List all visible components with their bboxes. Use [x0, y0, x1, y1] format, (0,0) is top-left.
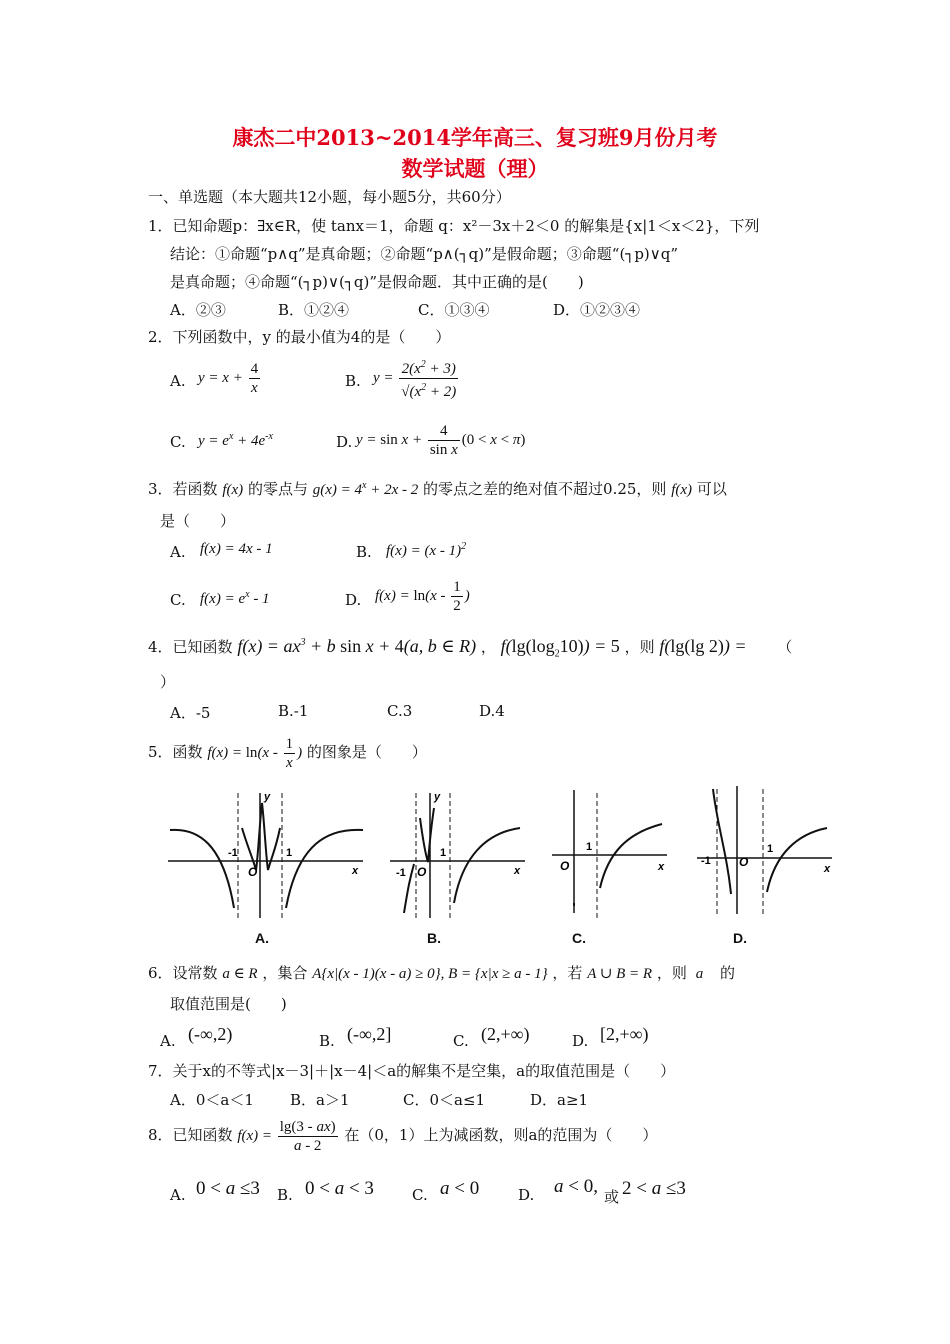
q7-option-a: A．0＜a＜1 — [170, 1091, 254, 1109]
q3-option-d-label: D. — [345, 591, 362, 609]
q4-condition: $f(\lg(\log_210)) = 5$ — [500, 636, 620, 660]
svg-text:y: y — [264, 791, 271, 803]
q3-stem-mid1: 的零点与 — [247, 480, 308, 498]
q2-stem: 2．下列函数中，y 的最小值为4的是（ ） — [148, 328, 451, 346]
q4-line2: ） — [160, 673, 176, 691]
svg-text:O: O — [560, 859, 570, 873]
q5-graph-d-label: D. — [733, 930, 747, 946]
q4-function: $f(x) = ax^3 + b$ sin x + 4(a, b ∈ R) — [237, 636, 477, 656]
q5-graph-a-label: A. — [255, 930, 269, 946]
q5-graph-a — [168, 788, 368, 928]
q6-option-d: [2,+∞) — [600, 1024, 649, 1044]
q8-option-a-label: A. — [170, 1186, 186, 1204]
q8-function: f(x) = $\frac{\lg(3 - ax)}{a - 2}$ — [237, 1119, 336, 1154]
svg-text:-1: -1 — [228, 847, 238, 859]
q4-target: f(lg(lg 2)) = — [659, 636, 747, 656]
svg-text:x: x — [658, 861, 665, 873]
q6-option-b: (-∞,2] — [347, 1024, 392, 1044]
q6-a: a — [695, 966, 704, 982]
q6-stem-pre: 6．设常数 — [148, 964, 218, 982]
exam-title: 康杰二中2013~2014学年高三、复习班9月份月考 — [232, 125, 718, 150]
q3-gx: $g(x) = 4^x + 2x - 2$ — [312, 480, 419, 498]
q3-option-a-label: A. — [170, 543, 186, 561]
q6-sets: A{x|(x - 1)(x - a) ≥ 0}, B = {x|x ≥ a - 1} — [312, 966, 548, 982]
q6-union: A ∪ B = R — [587, 966, 653, 982]
q3-option-d-formula: f(x) = ln(x - $\frac{1}{2}$ ) — [375, 579, 470, 614]
svg-text:-1: -1 — [701, 855, 711, 867]
q5-graph-c-label: C. — [572, 930, 586, 946]
q8-option-c: a < 0 — [440, 1178, 480, 1199]
q6-a-in-r: a ∈ R — [222, 966, 258, 982]
q1-line3: 是真命题；④命题“(┐p)∨(┐q)”是假命题．其中正确的是( ) — [170, 273, 584, 291]
q1-option-d: D．①②③④ — [553, 301, 641, 319]
q3-fx: f(x) — [222, 482, 244, 498]
svg-text:x: x — [824, 863, 831, 875]
q3-option-c-formula: $f(x) = e^x - 1$ — [200, 589, 270, 607]
q6-stem-end: 的 — [719, 964, 735, 982]
q5-graph-b — [390, 788, 530, 928]
q4-option-a: A．-5 — [170, 704, 211, 722]
q3-option-a-formula: f(x) = 4x - 1 — [200, 541, 273, 557]
q2-option-a-formula: y = x + $\frac{4}{x}$ — [198, 361, 259, 396]
svg-text:O: O — [417, 865, 427, 879]
q6-option-c: (2,+∞) — [481, 1024, 530, 1044]
q5-stem-post: 的图象是（ ） — [306, 742, 427, 761]
q2-option-b-formula: y = $\frac{2(x^2 + 3)}{√(x^2 + 2)}$ — [373, 356, 460, 401]
q8-line1 — [148, 1118, 657, 1155]
q2-option-c-label: C. — [170, 433, 186, 451]
q8-option-c-label: C. — [412, 1186, 428, 1204]
q1-option-c: C．①③④ — [418, 301, 490, 319]
svg-text:y: y — [434, 791, 441, 803]
svg-text:1: 1 — [286, 847, 293, 859]
q4-option-d: D.4 — [479, 702, 505, 720]
q3-line1 — [148, 478, 727, 499]
svg-text:1: 1 — [440, 847, 447, 859]
q8-option-d-part2: 2 < a ≤3 — [622, 1178, 686, 1199]
q4-line1 — [148, 636, 792, 660]
q4-option-b: B.-1 — [278, 702, 309, 720]
q4-paren: （ — [777, 638, 793, 656]
svg-text:x: x — [352, 865, 359, 877]
svg-text:O: O — [739, 855, 749, 869]
section-heading: 一、单选题（本大题共12小题，每小题5分，共60分） — [148, 188, 511, 206]
exam-subtitle: 数学试题（理） — [401, 156, 549, 181]
q6-stem-then: ，则 — [656, 964, 687, 982]
q5-graph-c — [552, 788, 672, 928]
q1-option-a: A．②③ — [170, 301, 226, 319]
q3-line2: 是（ ） — [160, 512, 236, 530]
q8-stem-post: 在（0，1）上为减函数，则a的范围为（ ） — [344, 1125, 658, 1144]
q4-comma1: ， — [480, 638, 496, 656]
q3-option-c-label: C. — [170, 591, 186, 609]
q8-stem-pre: 8．已知函数 — [148, 1125, 233, 1144]
q5-graph-b-label: B. — [427, 930, 441, 946]
svg-text:1: 1 — [586, 841, 593, 853]
q1-line2: 结论：①命题“p∧q”是真命题；②命题“p∧(┐q)”是假命题；③命题“(┐p)∨q” — [170, 245, 679, 263]
q3-fx-2: f(x) — [671, 482, 693, 498]
q6-line1 — [148, 962, 735, 983]
q8-option-b: 0 < a < 3 — [305, 1178, 374, 1199]
q1-line1: 1．已知命题p：∃x∈R，使 tanx＝1，命题 q：x²－3x＋2＜0 的解集是{x|1＜x＜2}，下列 — [148, 217, 760, 235]
q3-option-b-formula: f(x) = (x - 1)$^2$ — [386, 541, 467, 559]
q7-option-b: B．a＞1 — [290, 1091, 350, 1109]
q3-stem-pre: 3．若函数 — [148, 480, 218, 498]
q4-option-c: C.3 — [387, 702, 413, 720]
q5-line1 — [148, 735, 427, 772]
q8-option-d-or: 或 — [604, 1188, 620, 1206]
q7-option-c: C．0＜a≤1 — [403, 1091, 486, 1109]
q5-function: f(x) = ln(x - $\frac{1}{x}$ ) — [207, 736, 303, 771]
q2-option-b-label: B. — [345, 372, 361, 390]
q6-option-a-label: A. — [160, 1032, 176, 1050]
q3-stem-mid2: 的零点之差的绝对值不超过0.25，则 — [423, 480, 667, 498]
q8-option-b-label: B. — [277, 1186, 293, 1204]
q4-comma2: ，则 — [624, 638, 655, 656]
q7-option-d: D．a≥1 — [530, 1091, 589, 1109]
q2-option-a-label: A. — [170, 372, 186, 390]
q6-option-a: (-∞,2) — [188, 1024, 233, 1044]
q3-option-b-label: B. — [356, 543, 372, 561]
q6-stem-set: ，集合 — [262, 964, 308, 982]
q7-stem: 7．关于x的不等式|x－3|＋|x－4|＜a的解集不是空集，a的取值范围是（ ） — [148, 1062, 676, 1080]
q5-graph-d — [697, 784, 837, 924]
svg-text:O: O — [248, 865, 258, 879]
q6-stem-if: ，若 — [552, 964, 583, 982]
q8-option-a: 0 < a ≤3 — [196, 1178, 260, 1199]
q4-stem-pre: 4．已知函数 — [148, 638, 233, 656]
q6-option-c-label: C. — [453, 1032, 469, 1050]
q3-stem-end: 可以 — [696, 480, 727, 498]
q6-line2: 取值范围是( ) — [170, 995, 287, 1013]
q2-option-d-label: D. — [336, 433, 353, 451]
svg-text:1: 1 — [767, 843, 774, 855]
q1-option-b: B．①②④ — [278, 301, 350, 319]
q8-option-d-part1: a < 0, — [554, 1176, 598, 1197]
q5-stem-pre: 5．函数 — [148, 742, 203, 761]
svg-text:-1: -1 — [396, 867, 406, 879]
q2-option-c-formula: $y = e^x + 4e^{-x}$ — [198, 431, 273, 449]
q8-option-d-label: D. — [518, 1186, 535, 1204]
q6-option-d-label: D. — [572, 1032, 589, 1050]
q2-option-d-formula: y = sin x + $\frac{4}{\text{sin x}}$ (0 < x < π) — [356, 423, 526, 458]
q6-option-b-label: B. — [319, 1032, 335, 1050]
svg-text:x: x — [514, 865, 521, 877]
